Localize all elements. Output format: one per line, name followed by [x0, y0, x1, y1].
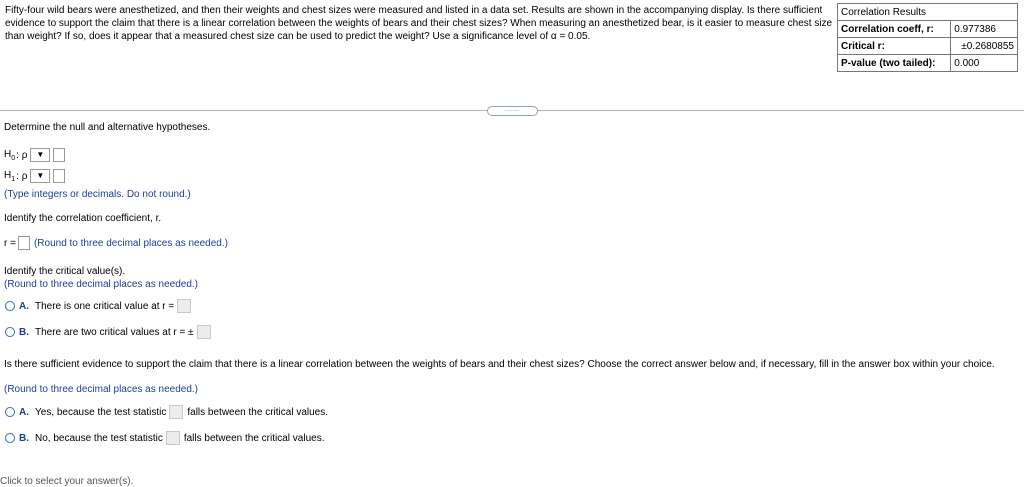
p-value-label: P-value (two tailed): — [838, 55, 951, 72]
results-row — [838, 55, 1018, 72]
radio-button[interactable] — [5, 327, 15, 337]
critical-option-b[interactable] — [5, 325, 211, 339]
rho-symbol: : ρ — [16, 149, 28, 161]
results-row — [838, 21, 1018, 38]
test-statistic-input[interactable] — [169, 405, 183, 419]
problem-statement: Fifty-four wild bears were anesthetized, and then their weights and chest sizes were measured and listed in a data set. Results are shown in the accompanying display. Is there sufficient evidence to support the claim that there is a linear correlation between the weights of bears and their chest sizes? When measuring an anesthetized bear, is it easier to measure chest size than weight? If so, does it appear that a measured chest size can be used to predict the weight? Use a significance level of α = 0.05. — [5, 5, 833, 42]
results-row — [838, 38, 1018, 55]
option-text: Yes, because the test statistic — [35, 406, 167, 418]
option-text: There is one critical value at r = — [35, 300, 175, 312]
h0-row — [4, 148, 65, 162]
r-value-input[interactable] — [18, 236, 30, 250]
dropdown-arrow-icon: ▼ — [36, 171, 45, 180]
h0-label: $H_0$ — [4, 148, 16, 162]
hypotheses-hint: (Type integers or decimals. Do not round.) — [4, 189, 191, 200]
h0-value-input[interactable] — [53, 148, 65, 162]
footer-instruction: Click to select your answer(s). — [0, 476, 134, 487]
r-equals-label: r = — [4, 237, 16, 249]
evidence-option-b[interactable] — [5, 431, 324, 445]
corr-coeff-value: 0.977386 — [951, 21, 1018, 38]
option-letter: A. — [19, 406, 29, 418]
evidence-option-a[interactable] — [5, 405, 328, 419]
expand-more-button[interactable]: ..... — [487, 106, 538, 116]
option-text: There are two critical values at r = ± — [35, 326, 194, 338]
option-letter: A. — [19, 300, 29, 312]
results-title: Correlation Results — [838, 4, 1018, 21]
corr-coeff-prompt: Identify the correlation coefficient, r. — [4, 213, 162, 224]
option-text: falls between the critical values. — [183, 432, 325, 444]
critical-pm-input[interactable] — [197, 325, 211, 339]
h1-label: $H_1$ — [4, 169, 16, 183]
critical-prompt: Identify the critical value(s). — [4, 266, 126, 277]
option-letter: B. — [19, 432, 29, 444]
test-statistic-input[interactable] — [166, 431, 180, 445]
critical-single-input[interactable] — [177, 299, 191, 313]
h1-row — [4, 169, 65, 183]
h1-value-input[interactable] — [53, 169, 65, 183]
evidence-prompt: Is there sufficient evidence to support the claim that there is a linear correlation between the weights of bears and their chest sizes? Choose the correct answer below and, if necessary, fill in the answer box within your choice. — [4, 359, 995, 370]
dropdown-arrow-icon: ▼ — [36, 150, 45, 159]
radio-button[interactable] — [5, 301, 15, 311]
critical-option-a[interactable] — [5, 299, 191, 313]
correlation-results-table — [837, 3, 1018, 72]
evidence-hint: (Round to three decimal places as needed.) — [4, 384, 199, 395]
corr-coeff-row — [4, 236, 228, 250]
h0-operator-dropdown[interactable] — [30, 148, 50, 162]
critical-hint: (Round to three decimal places as needed.) — [4, 279, 199, 290]
corr-coeff-hint: (Round to three decimal places as needed.) — [33, 237, 228, 249]
corr-coeff-label: Correlation coeff, r: — [838, 21, 951, 38]
rho-symbol: : ρ — [16, 170, 28, 182]
p-value-value: 0.000 — [951, 55, 1018, 72]
option-text: No, because the test statistic — [35, 432, 163, 444]
radio-button[interactable] — [5, 433, 15, 443]
option-text: falls between the critical values. — [187, 406, 328, 418]
h1-operator-dropdown[interactable] — [30, 169, 50, 183]
option-letter: B. — [19, 326, 29, 338]
critical-r-label: Critical r: — [838, 38, 951, 55]
hypotheses-prompt: Determine the null and alternative hypotheses. — [4, 122, 211, 133]
critical-r-value: ±0.2680855 — [951, 38, 1018, 55]
results-title-row — [838, 4, 1018, 21]
radio-button[interactable] — [5, 407, 15, 417]
